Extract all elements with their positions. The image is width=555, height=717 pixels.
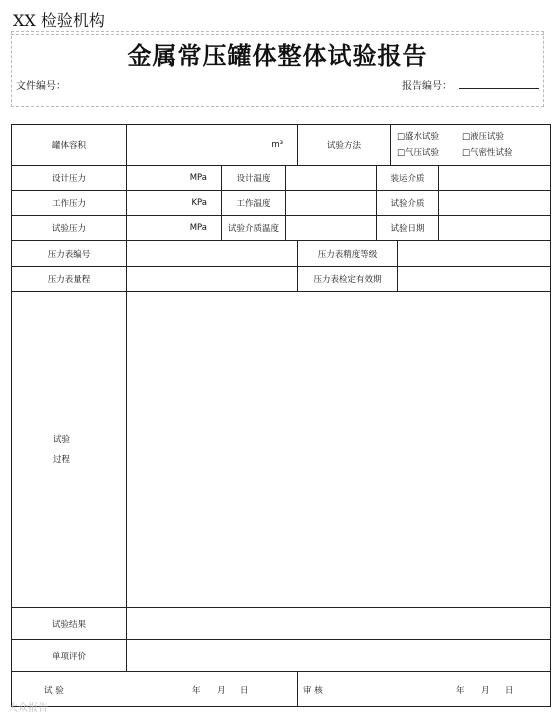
tester-signature-cell[interactable] [12,672,298,707]
gauge-validity-field[interactable] [398,267,551,292]
gauge-range-row [12,267,551,292]
test-date-label: 试验日期 [377,216,439,241]
reviewer-signature-cell[interactable] [298,672,551,707]
test-result-label: 试验结果 [12,608,127,640]
tester-year-label: 年 [192,686,201,696]
design-pressure-row [12,166,551,191]
design-temp-field[interactable] [286,166,377,191]
reviewer-month-label: 月 [481,686,490,696]
test-pressure-field[interactable] [127,216,222,241]
option-airtight[interactable]: □气密性试验 [462,148,513,158]
option-water-fill[interactable]: □盛水试验 [397,132,440,142]
test-result-row [12,608,551,640]
organization-name: XX 检验机构 [13,11,105,30]
working-pressure-row [12,191,551,216]
gauge-range-field[interactable] [127,267,298,292]
option-hydraulic[interactable]: □液压试验 [462,132,505,142]
gauge-accuracy-field[interactable] [398,241,551,267]
tank-volume-row [12,125,551,166]
test-pressure-unit: MPa [189,223,207,233]
report-number-label: 报告编号： [402,81,452,92]
tank-volume-field[interactable] [127,125,298,166]
gauge-number-row [12,241,551,267]
test-method-options [391,125,551,166]
working-pressure-field[interactable] [127,191,222,216]
test-medium-field[interactable] [439,191,551,216]
test-medium-temp-field[interactable] [286,216,377,241]
test-process-field[interactable] [127,292,551,608]
report-number-field[interactable] [459,88,539,89]
report-title: 金属常压罐体整体试验报告 [127,41,428,70]
design-pressure-field[interactable] [127,166,222,191]
option-pneumatic[interactable]: □气压试验 [397,148,440,158]
test-result-field[interactable] [127,608,551,640]
signature-row [12,672,551,707]
test-date-field[interactable] [439,216,551,241]
test-process-row [12,292,551,608]
gauge-number-field[interactable] [127,241,298,267]
stored-medium-field[interactable] [439,166,551,191]
gauge-accuracy-label: 压力表精度等级 [298,241,398,267]
item-evaluation-field[interactable] [127,640,551,672]
gauge-range-label: 压力表量程 [12,267,127,292]
header-divider [11,34,544,35]
item-evaluation-row [12,640,551,672]
reviewer-day-label: 日 [505,686,514,696]
test-pressure-label: 试验压力 [12,216,127,241]
working-temp-field[interactable] [286,191,377,216]
reviewer-label: 审 核 [303,686,323,696]
design-temp-label: 设计温度 [222,166,286,191]
tester-label: 试 验 [44,686,64,696]
tank-volume-label: 罐体容积 [12,125,127,166]
working-pressure-label: 工作压力 [12,191,127,216]
test-method-label: 试验方法 [298,125,391,166]
test-medium-label: 试验介质 [377,191,439,216]
test-process-label [12,292,127,608]
volume-unit: m³ [271,140,283,150]
gauge-validity-label: 压力表检定有效期 [298,267,398,292]
item-evaluation-label: 单项评价 [12,640,127,672]
report-form-table [11,124,551,707]
watermark: 大众报告 [8,703,48,714]
design-pressure-unit: MPa [189,173,207,183]
test-medium-temp-label: 试验介质温度 [222,216,286,241]
test-process-label-line2: 过程 [52,454,70,465]
working-temp-label: 工作温度 [222,191,286,216]
gauge-number-label: 压力表编号 [12,241,127,267]
working-pressure-unit: KPa [191,198,207,208]
stored-medium-label: 装运介质 [377,166,439,191]
reviewer-year-label: 年 [456,686,465,696]
tester-month-label: 月 [217,686,226,696]
design-pressure-label: 设计压力 [12,166,127,191]
test-process-label-line1: 试验 [52,434,70,445]
tester-day-label: 日 [240,686,249,696]
test-pressure-row [12,216,551,241]
file-number-label: 文件编号： [16,81,66,92]
